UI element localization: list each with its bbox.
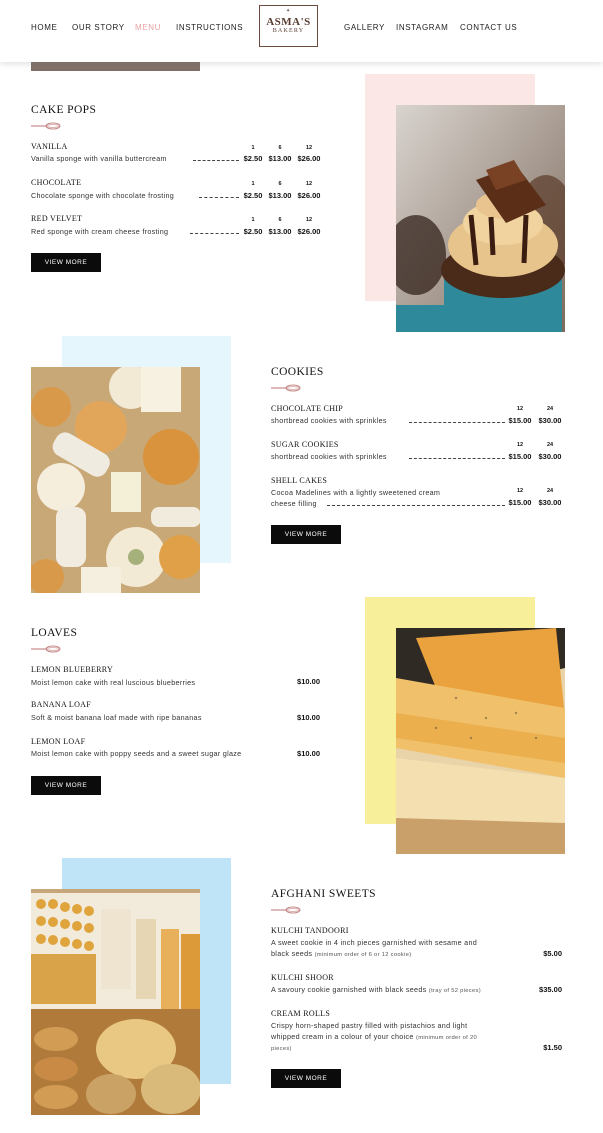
price: $15.00 [508, 452, 532, 461]
logo-crown-icon: ✦ [286, 8, 291, 14]
price: $30.00 [538, 498, 562, 507]
dotted-leader [409, 458, 505, 459]
cookie-shell-cakes-desc-cont: cheese filling [271, 499, 317, 508]
cream-rolls-desc-cont [271, 1031, 477, 1045]
cream-rolls-note: (minimum order of 20 [415, 1035, 478, 1041]
afghani-sweets-photo [31, 889, 200, 1115]
cookie-sugar-desc: shortbread cookies with sprinkles [271, 452, 387, 461]
nav-contact-us[interactable]: CONTACT US [460, 23, 518, 32]
dotted-leader [199, 197, 239, 198]
price: $2.50 [243, 227, 263, 236]
price: $13.00 [268, 191, 292, 200]
price: $10.00 [297, 749, 320, 758]
price: $15.00 [508, 416, 532, 425]
nav-instagram[interactable]: INSTAGRAM [396, 23, 449, 32]
dotted-leader [193, 160, 239, 161]
qty-label: 1 [251, 181, 255, 187]
price: $26.00 [297, 154, 321, 163]
cookie-shell-cakes-desc: Cocoa Madelines with a lightly sweetened cream [271, 488, 441, 497]
kulchi-tandoori-desc-line2: black seeds [271, 949, 313, 958]
cream-rolls-name: CREAM ROLLS [271, 1009, 331, 1018]
qty-label: 24 [546, 488, 554, 494]
price: $10.00 [297, 677, 320, 686]
cream-rolls-note2: pieces) [271, 1046, 292, 1052]
dotted-leader [409, 422, 505, 423]
loaves-title: LOAVES [31, 627, 78, 639]
logo-brand-text: ASMA'S [266, 16, 311, 28]
qty-label: 24 [546, 406, 554, 412]
previous-section-image [31, 62, 200, 71]
price: $26.00 [297, 191, 321, 200]
loaf-banana-name: BANANA LOAF [31, 700, 91, 709]
bakery-logo[interactable] [259, 5, 318, 47]
cookie-sugar-name: SUGAR COOKIES [271, 440, 339, 449]
cake-pop-chocolate-desc: Chocolate sponge with chocolate frosting [31, 191, 175, 200]
qty-label: 12 [516, 406, 524, 412]
price: $26.00 [297, 227, 321, 236]
logo-sub-text: BAKERY [272, 28, 305, 34]
loaf-lemon-name: LEMON LOAF [31, 737, 86, 746]
price: $1.50 [543, 1043, 562, 1052]
nav-home[interactable]: HOME [31, 23, 58, 32]
whisk-icon [31, 645, 61, 653]
kulchi-tandoori-note: (minimum order of 6 or 12 cookie) [314, 952, 412, 958]
price: $35.00 [539, 985, 562, 994]
whisk-icon [271, 384, 301, 392]
kulchi-tandoori-desc-cont [271, 948, 411, 962]
qty-label: 12 [305, 145, 313, 151]
cookies-photo [31, 367, 200, 593]
price: $13.00 [268, 227, 292, 236]
loaf-banana-desc: Soft & moist banana loaf made with ripe bananas [31, 713, 202, 722]
qty-label: 6 [278, 145, 282, 151]
price: $13.00 [268, 154, 292, 163]
site-header [0, 0, 603, 62]
whisk-icon [31, 122, 61, 130]
nav-our-story[interactable]: OUR STORY [72, 23, 125, 32]
kulchi-shoor-note: (tray of 52 pieces) [428, 988, 481, 994]
cream-rolls-note-cont [271, 1042, 292, 1056]
cookie-chocolate-chip-desc: shortbread cookies with sprinkles [271, 416, 387, 425]
loaf-lemon-blueberry-name: LEMON BLUEBERRY [31, 665, 114, 674]
cookie-shell-cakes-name: SHELL CAKES [271, 476, 328, 485]
price: $5.00 [543, 949, 562, 958]
cake-pop-red-velvet-name: RED VELVET [31, 214, 83, 223]
price: $30.00 [538, 416, 562, 425]
nav-menu[interactable]: MENU [135, 23, 161, 32]
cake-pop-chocolate-name: CHOCOLATE [31, 178, 82, 187]
qty-label: 12 [305, 181, 313, 187]
cream-rolls-desc: Crispy horn-shaped pastry filled with pistachios and light [271, 1021, 468, 1030]
price: $10.00 [297, 713, 320, 722]
nav-instructions[interactable]: INSTRUCTIONS [176, 23, 244, 32]
cake-pop-vanilla-desc: Vanilla sponge with vanilla buttercream [31, 154, 167, 163]
kulchi-tandoori-desc: A sweet cookie in 4 inch pieces garnished with sesame and [271, 938, 478, 947]
dotted-leader [327, 505, 505, 506]
cookies-view-more-button[interactable]: VIEW MORE [271, 525, 341, 544]
price: $2.50 [243, 154, 263, 163]
loaf-photo [396, 628, 565, 854]
cake-pops-title: CAKE POPS [31, 104, 97, 116]
qty-label: 6 [278, 181, 282, 187]
qty-label: 12 [305, 217, 313, 223]
qty-label: 6 [278, 217, 282, 223]
price: $15.00 [508, 498, 532, 507]
loaf-lemon-desc: Moist lemon cake with poppy seeds and a sweet sugar glaze [31, 749, 242, 758]
qty-label: 24 [546, 442, 554, 448]
afghani-sweets-title: AFGHANI SWEETS [271, 888, 376, 900]
price: $30.00 [538, 452, 562, 461]
whisk-icon [271, 906, 301, 914]
kulchi-shoor-desc [271, 984, 481, 998]
qty-label: 12 [516, 442, 524, 448]
afghani-view-more-button[interactable]: VIEW MORE [271, 1069, 341, 1088]
cake-pop-red-velvet-desc: Red sponge with cream cheese frosting [31, 227, 169, 236]
loaves-view-more-button[interactable]: VIEW MORE [31, 776, 101, 795]
qty-label: 1 [251, 217, 255, 223]
price: $2.50 [243, 191, 263, 200]
cream-rolls-desc-line2: whipped cream in a colour of your choice [271, 1032, 414, 1041]
cupcake-photo [396, 105, 565, 332]
kulchi-shoor-name: KULCHI SHOOR [271, 973, 334, 982]
cookie-chocolate-chip-name: CHOCOLATE CHIP [271, 404, 343, 413]
dotted-leader [190, 233, 239, 234]
cake-pop-vanilla-name: VANILLA [31, 142, 68, 151]
cookies-title: COOKIES [271, 366, 324, 378]
qty-label: 1 [251, 145, 255, 151]
kulchi-tandoori-name: KULCHI TANDOORI [271, 926, 349, 935]
nav-gallery[interactable]: GALLERY [344, 23, 385, 32]
kulchi-shoor-desc-text: A savoury cookie garnished with black seeds [271, 985, 427, 994]
cake-pops-view-more-button[interactable]: VIEW MORE [31, 253, 101, 272]
loaf-lemon-blueberry-desc: Moist lemon cake with real luscious blueberries [31, 678, 196, 687]
qty-label: 12 [516, 488, 524, 494]
